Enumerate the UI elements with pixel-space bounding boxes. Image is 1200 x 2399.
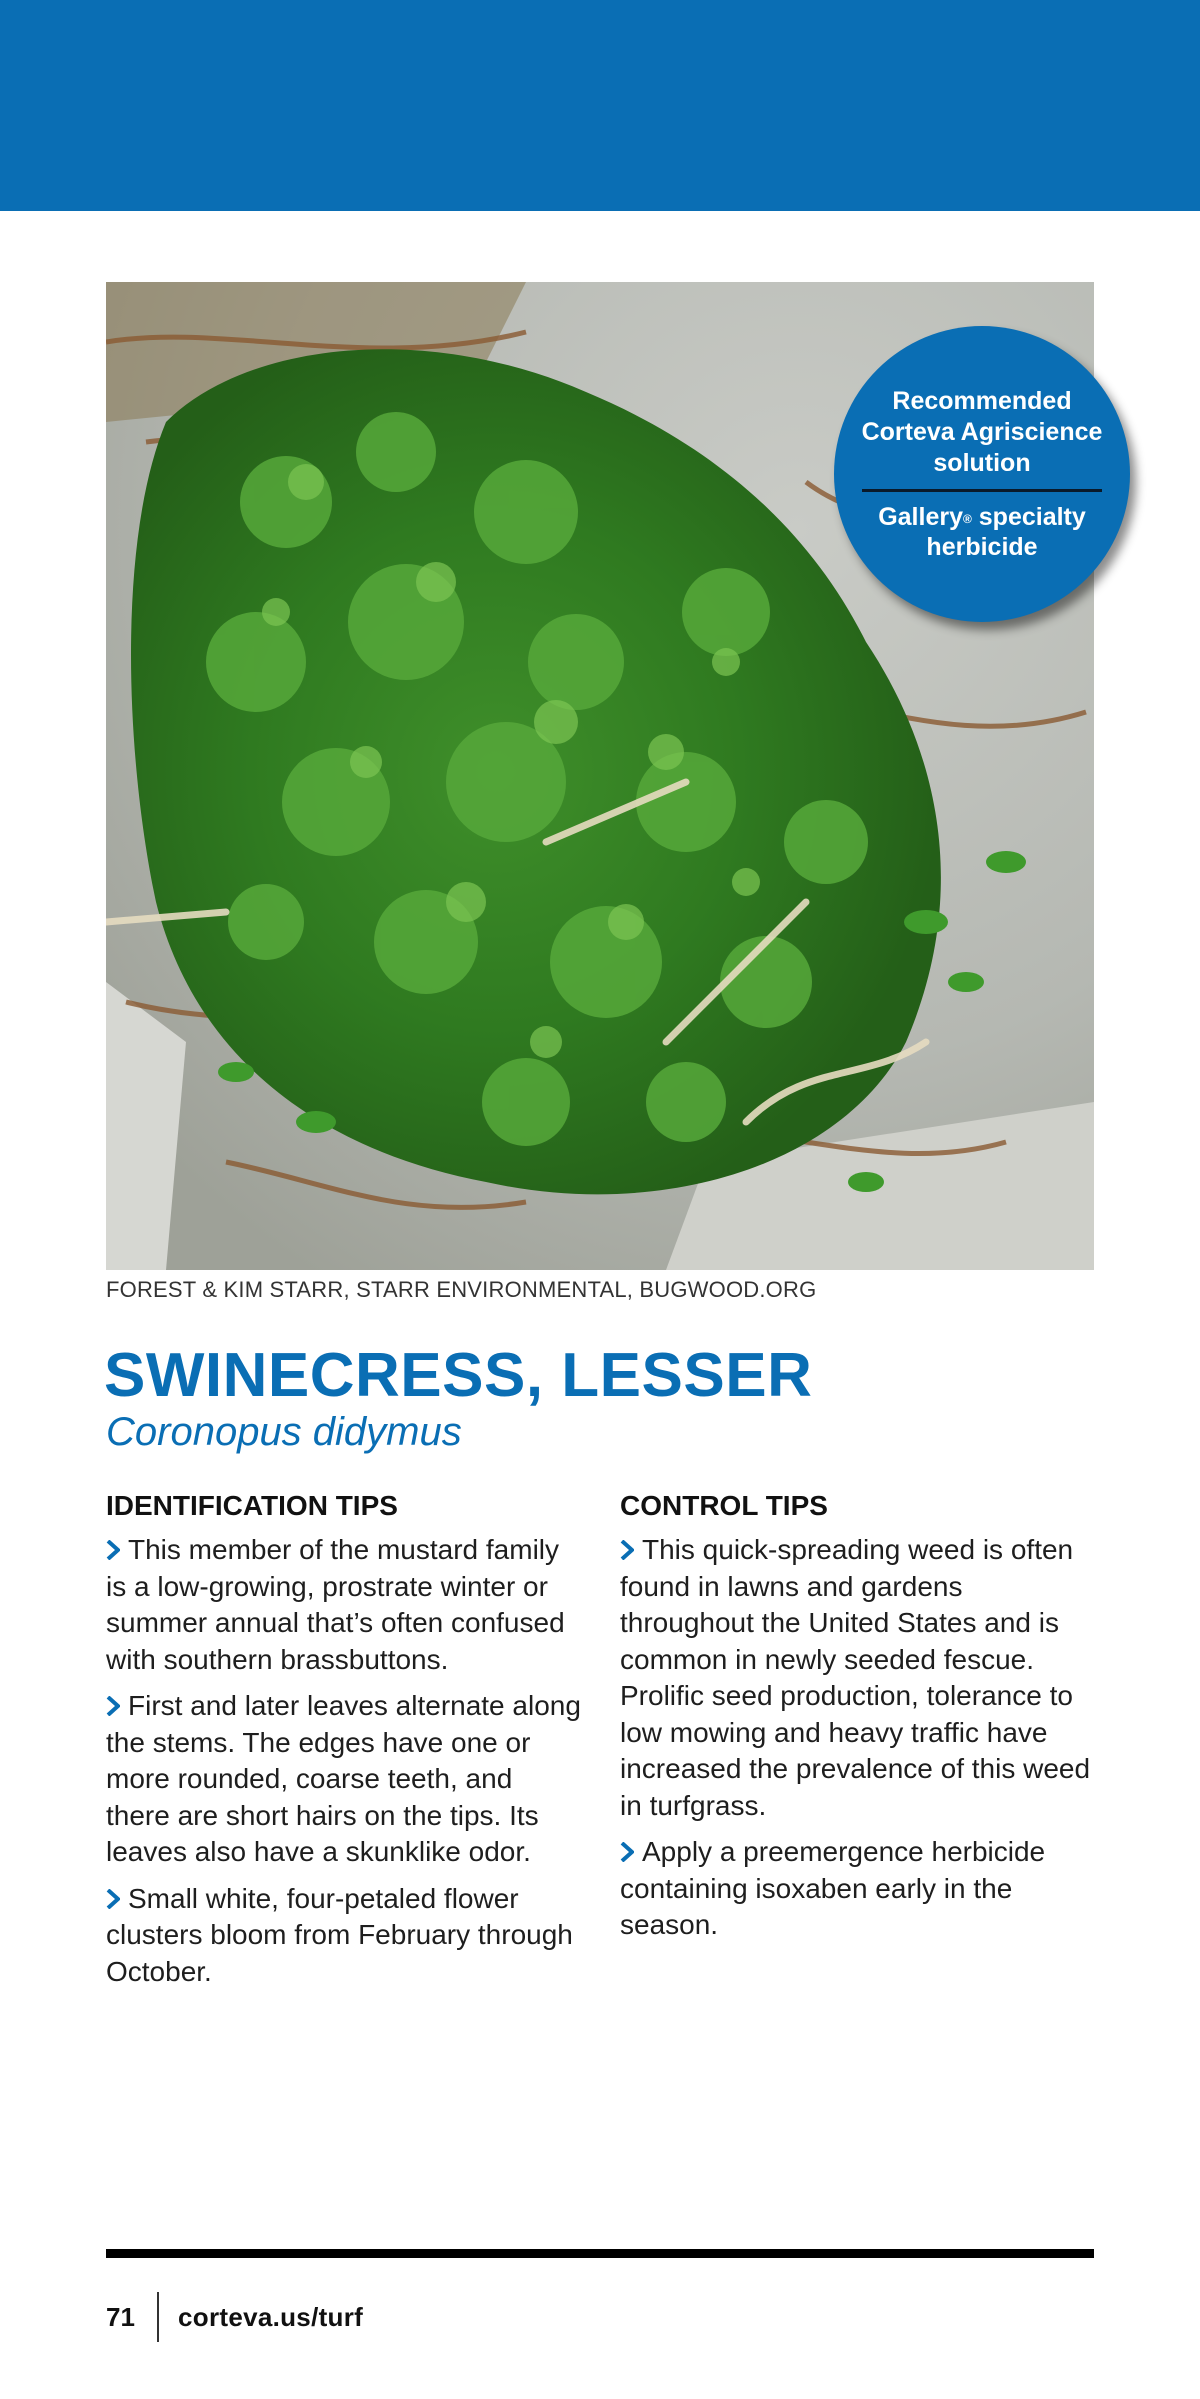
control-tip-text: Apply a preemergence herbicide containing isoxaben early in the season. [620, 1836, 1046, 1940]
photo-credit: FOREST & KIM STARR, STARR ENVIRONMENTAL, BUGWOOD.ORG [106, 1277, 817, 1302]
product-name: Gallery [878, 503, 963, 531]
chevron-right-icon [106, 1696, 120, 1716]
product-descriptor: specialty [971, 503, 1086, 531]
badge-line-3: solution [933, 449, 1031, 477]
weed-scientific-name: Coronopus didymus [106, 1410, 462, 1454]
badge-line-2: Corteva Agriscience [861, 418, 1103, 446]
product-descriptor-line-2: herbicide [926, 533, 1038, 561]
control-tip [620, 1834, 1096, 1944]
identification-tip [106, 1881, 582, 1991]
footer-url-link[interactable]: corteva.us/turf [178, 2302, 364, 2332]
identification-tips-heading: IDENTIFICATION TIPS [106, 1490, 398, 1521]
badge-heading [857, 386, 1107, 479]
header-band [0, 0, 1200, 211]
badge-line-1: Recommended [892, 387, 1072, 415]
footer-rule [106, 2249, 1094, 2258]
control-tips-heading: CONTROL TIPS [620, 1490, 828, 1521]
registered-mark: ® [962, 512, 972, 526]
recommended-solution-badge [834, 326, 1130, 622]
identification-tip [106, 1532, 582, 1678]
badge-divider [862, 489, 1102, 492]
control-tips-section [620, 1486, 1096, 1954]
identification-tip-text: This member of the mustard family is a low-growing, prostrate winter or summer annual that’s often confused with southern brassbuttons. [106, 1534, 565, 1675]
page-number: 71 [106, 2302, 135, 2332]
identification-tip-text: Small white, four-petaled flower clusters bloom from February through October. [106, 1882, 573, 1987]
chevron-right-icon [106, 1889, 120, 1909]
weed-common-name: SWINECRESS, LESSER [104, 1341, 813, 1410]
control-tip [620, 1532, 1096, 1824]
identification-tip [106, 1688, 582, 1871]
chevron-right-icon [106, 1540, 120, 1560]
identification-tip-text: First and later leaves alternate along the stems. The edges have one or more rounded, coarse teeth, and there are short hairs on the tips. Its leaves also have a skunklike odor. [106, 1690, 581, 1867]
chevron-right-icon [620, 1540, 634, 1560]
footer-separator [157, 2292, 159, 2342]
identification-tips-section [106, 1486, 582, 2000]
chevron-right-icon [620, 1842, 634, 1862]
badge-product [862, 502, 1102, 562]
control-tip-text: This quick-spreading weed is often found in lawns and gardens throughout the United States and is common in newly seeded fescue. Prolific seed production, tolerance to low mowing and heavy traffic have increased the prevalence of this weed in turfgrass. [620, 1534, 1091, 1821]
